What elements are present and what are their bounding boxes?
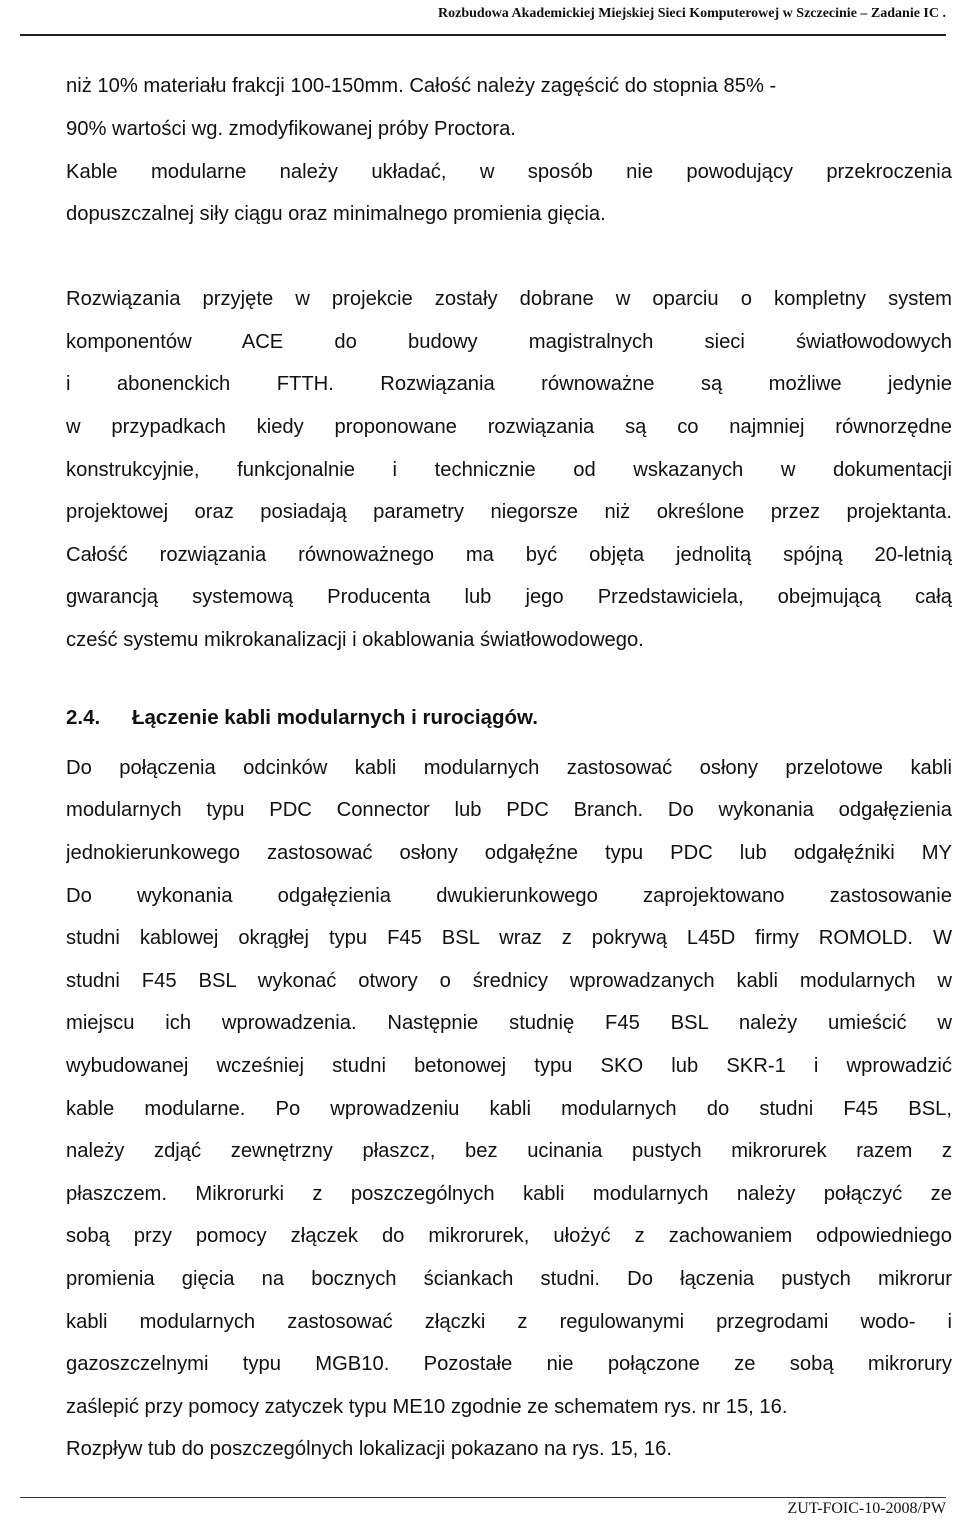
- body-line: jednokierunkowego zastosować osłony odgałęźne typu PDC lub odgałęźniki MY: [66, 842, 952, 864]
- body-line: i abonenckich FTTH. Rozwiązania równoważne są możliwe jedynie: [66, 373, 952, 395]
- body-line: projektowej oraz posiadają parametry niegorsze niż określone przez projektanta.: [66, 501, 952, 523]
- body-line: kabli modularnych zastosować złączki z regulowanymi przegrodami wodo- i: [66, 1311, 952, 1333]
- body-line: wybudowanej wcześniej studni betonowej typu SKO lub SKR-1 i wprowadzić: [66, 1055, 952, 1077]
- footer-rule: [20, 1497, 946, 1498]
- header-rule: [20, 34, 946, 36]
- body-line: Do połączenia odcinków kabli modularnych zastosować osłony przelotowe kabli: [66, 757, 952, 779]
- section-heading: [66, 706, 538, 730]
- body-line: studni kablowej okrągłej typu F45 BSL wraz z pokrywą L45D firmy ROMOLD. W: [66, 927, 952, 949]
- body-line: Kable modularne należy układać, w sposób nie powodujący przekroczenia: [66, 161, 952, 183]
- body-line: komponentów ACE do budowy magistralnych sieci światłowodowych: [66, 331, 952, 353]
- body-line: promienia gięcia na bocznych ściankach studni. Do łączenia pustych mikrorur: [66, 1268, 952, 1290]
- body-line: studni F45 BSL wykonać otwory o średnicy wprowadzanych kabli modularnych w: [66, 970, 952, 992]
- body-line: w przypadkach kiedy proponowane rozwiązania są co najmniej równorzędne: [66, 416, 952, 438]
- body-line: płaszczem. Mikrorurki z poszczególnych kabli modularnych należy połączyć ze: [66, 1183, 952, 1205]
- section-number: 2.4.: [66, 706, 101, 729]
- body-line: 90% wartości wg. zmodyfikowanej próby Proctora.: [66, 118, 516, 140]
- body-line: konstrukcyjnie, funkcjonalnie i technicznie od wskazanych w dokumentacji: [66, 459, 952, 481]
- body-line: Rozpływ tub do poszczególnych lokalizacji pokazano na rys. 15, 16.: [66, 1438, 672, 1460]
- body-line: dopuszczalnej siły ciągu oraz minimalnego promienia gięcia.: [66, 203, 606, 225]
- body-line: kable modularne. Po wprowadzeniu kabli modularnych do studni F45 BSL,: [66, 1098, 952, 1120]
- body-line: Całość rozwiązania równoważnego ma być objęta jednolitą spójną 20-letnią: [66, 544, 952, 566]
- body-line: należy zdjąć zewnętrzny płaszcz, bez ucinania pustych mikrorurek razem z: [66, 1140, 952, 1162]
- document-code: ZUT-FOIC-10-2008/PW: [787, 1500, 946, 1517]
- body-line: zaślepić przy pomocy zatyczek typu ME10 zgodnie ze schematem rys. nr 15, 16.: [66, 1396, 788, 1418]
- body-line: sobą przy pomocy złączek do mikrorurek, ułożyć z zachowaniem odpowiedniego: [66, 1225, 952, 1247]
- body-line: niż 10% materiału frakcji 100-150mm. Całość należy zagęścić do stopnia 85% -: [66, 75, 777, 97]
- body-line: miejscu ich wprowadzenia. Następnie studnię F45 BSL należy umieścić w: [66, 1012, 952, 1034]
- section-title: Łączenie kabli modularnych i rurociągów.: [132, 706, 538, 729]
- body-line: gwarancją systemową Producenta lub jego Przedstawiciela, obejmującą całą: [66, 586, 952, 608]
- body-line: modularnych typu PDC Connector lub PDC Branch. Do wykonania odgałęzienia: [66, 799, 952, 821]
- body-line: cześć systemu mikrokanalizacji i okablowania światłowodowego.: [66, 629, 644, 651]
- body-line: gazoszczelnymi typu MGB10. Pozostałe nie połączone ze sobą mikrorury: [66, 1353, 952, 1375]
- body-line: Do wykonania odgałęzienia dwukierunkowego zaprojektowano zastosowanie: [66, 885, 952, 907]
- running-header: Rozbudowa Akademickiej Miejskiej Sieci Komputerowej w Szczecinie – Zadanie IC .: [438, 6, 946, 21]
- body-line: Rozwiązania przyjęte w projekcie zostały dobrane w oparciu o kompletny system: [66, 288, 952, 310]
